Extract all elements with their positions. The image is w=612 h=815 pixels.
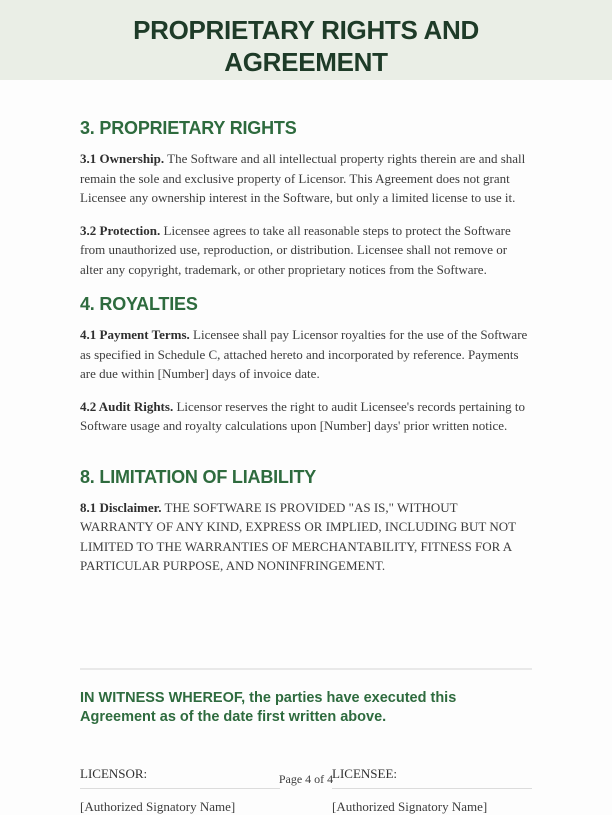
section-divider	[80, 668, 532, 670]
licensee-signatory-name: [Authorized Signatory Name]	[332, 798, 488, 814]
licensee-signature-column	[332, 765, 532, 815]
clause-label: 3.1 Ownership.	[80, 151, 165, 166]
clause-text: Licensee shall pay Licensor royalties for the use of the Software as specified in Schedule C, attached hereto and incorporated by reference. Payments are due within [Number] days of invoice date.	[80, 327, 528, 381]
clause-label: 4.2 Audit Rights.	[80, 398, 174, 414]
paragraph-protection	[80, 221, 532, 280]
clause-text: Licensor reserves the right to audit Licensee's records pertaining to Software usage and royalty calculations upon [Number] days' prior written notice.	[80, 398, 525, 433]
paragraph-ownership	[80, 149, 532, 208]
clause-text: Licensee agrees to take all reasonable steps to protect the Software from unauthorized use, reproduction, or distribution. Licensee shall not remove or alter any copyright, trademark, or other proprietary notices from the Software.	[80, 222, 511, 277]
paragraph-payment-terms	[80, 325, 532, 384]
clause-label: 3.2 Protection.	[80, 222, 161, 238]
paragraph-disclaimer	[80, 498, 532, 576]
page-number-indicator: Page 4 of 4	[278, 772, 334, 786]
licensor-label: LICENSOR:	[80, 765, 280, 789]
paragraph-audit-rights	[80, 397, 532, 436]
licensee-label: LICENSEE:	[332, 765, 532, 789]
witness-clause: IN WITNESS WHEREOF, the parties have executed this Agreement as of the date first written above.	[80, 689, 457, 725]
header-band	[0, 0, 612, 80]
clause-label: 4.1 Payment Terms.	[80, 327, 190, 342]
section-heading-royalties: 4. ROYALTIES	[80, 294, 198, 314]
document-body	[0, 80, 612, 815]
clause-text: THE SOFTWARE IS PROVIDED "AS IS," WITHOUT WARRANTY OF ANY KIND, EXPRESS OR IMPLIED, INCLUDING BUT NOT LIMITED TO THE WARRANTIES OF MERCHANTABILITY, FITNESS FOR A PARTICULAR PURPOSE, AND NONINFRINGEMENT.	[80, 499, 516, 573]
section-heading-limitation-of-liability: 8. LIMITATION OF LIABILITY	[80, 466, 317, 487]
clause-text: The Software and all intellectual property rights therein are and shall remain the sole and exclusive property of Licensor. This Agreement does not grant Licensee any ownership interest in the Software, but only a limited license to use it.	[80, 151, 526, 205]
document-title: PROPRIETARY RIGHTS AND AGREEMENT	[133, 15, 479, 77]
licensor-signatory-name: [Authorized Signatory Name]	[80, 798, 236, 814]
licensor-signature-column	[80, 765, 280, 815]
clause-label: 8.1 Disclaimer.	[80, 499, 162, 515]
section-heading-proprietary-rights: 3. PROPRIETARY RIGHTS	[80, 118, 297, 138]
